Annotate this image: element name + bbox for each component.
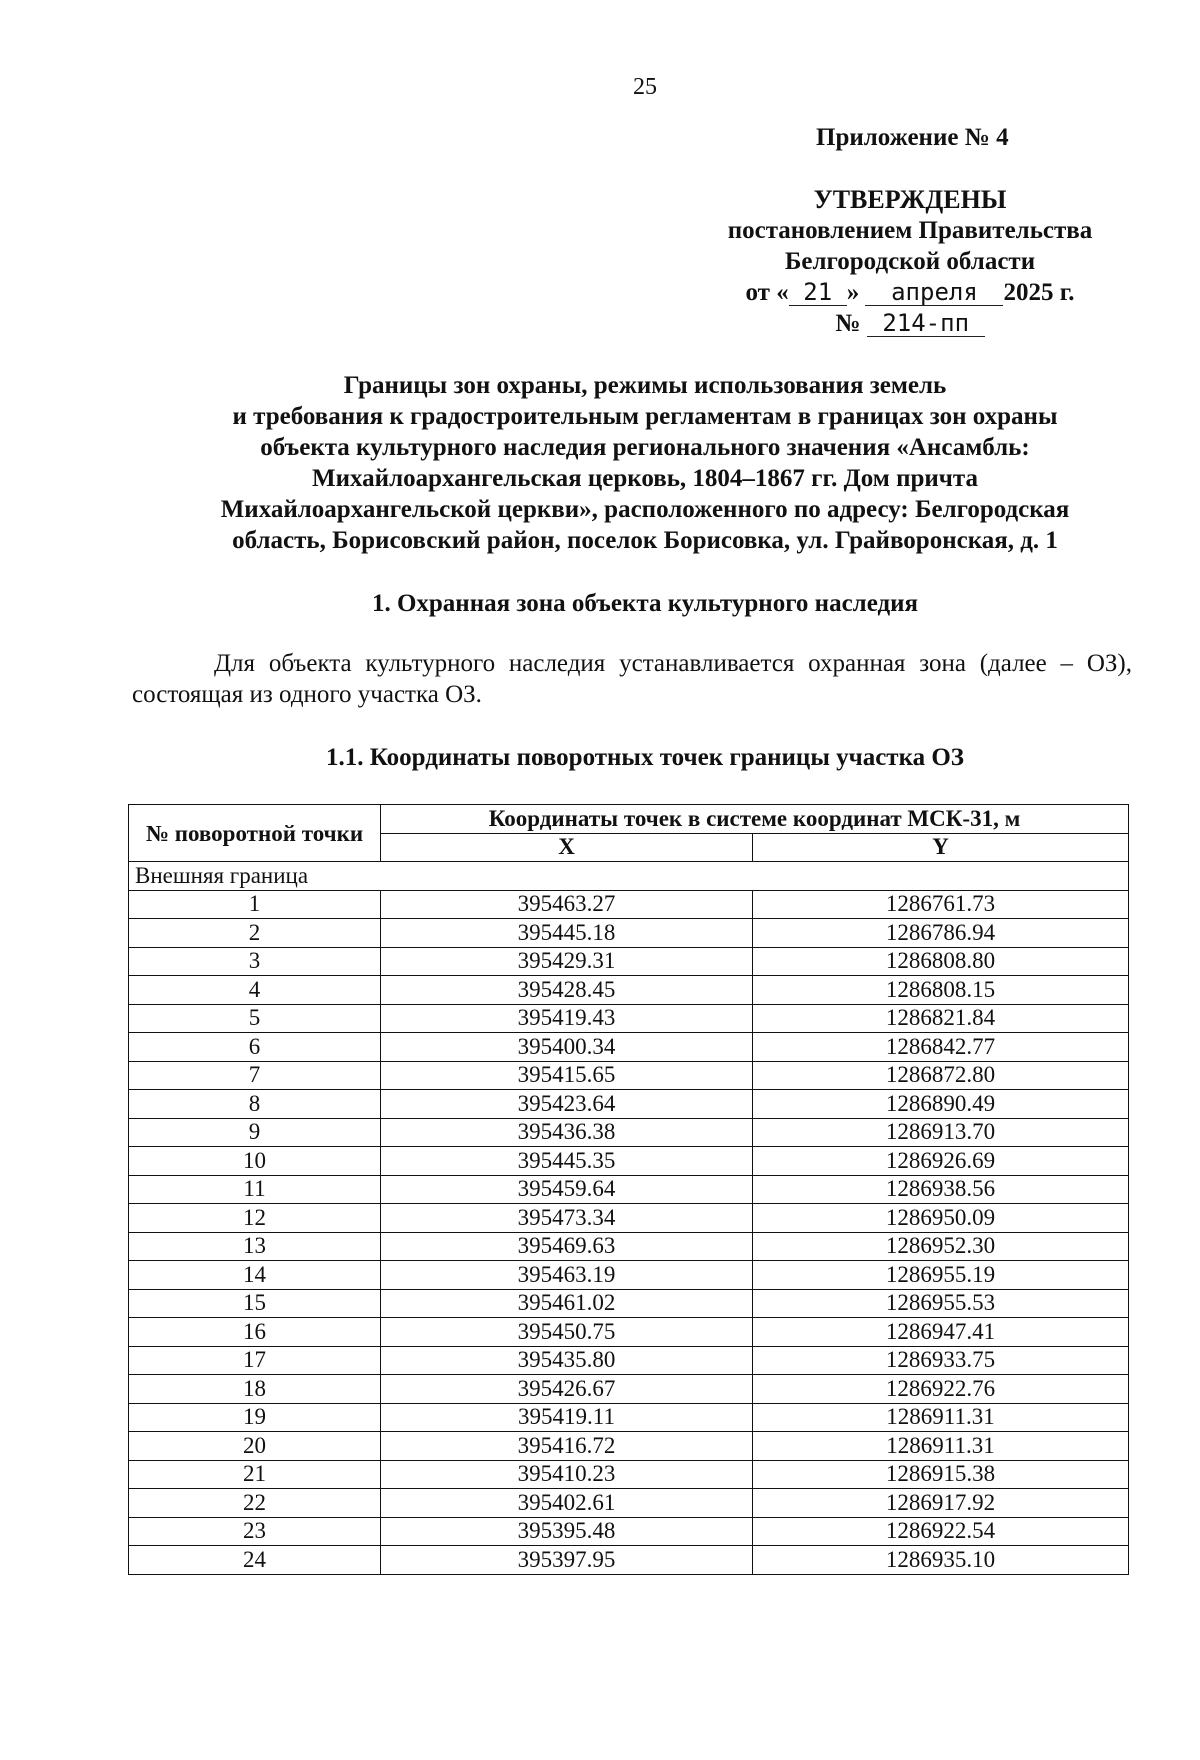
x-coordinate-cell: 395429.31 (381, 947, 753, 976)
point-number-cell: 24 (129, 1546, 381, 1575)
table-row (129, 1318, 1129, 1347)
table-row (129, 1061, 1129, 1090)
point-number-cell: 12 (129, 1204, 381, 1233)
y-coordinate-cell: 1286842.77 (753, 1033, 1129, 1062)
title-line: и требования к градостроительным регламентам в границах зон охраны (232, 403, 1058, 430)
table-row (129, 1517, 1129, 1546)
group-row (129, 862, 1129, 891)
x-coordinate-cell: 395415.65 (381, 1061, 753, 1090)
y-coordinate-cell: 1286950.09 (753, 1204, 1129, 1233)
table-row (129, 976, 1129, 1005)
table-row (129, 1118, 1129, 1147)
point-number-cell: 3 (129, 947, 381, 976)
point-number-cell: 8 (129, 1090, 381, 1119)
x-coordinate-cell: 395426.67 (381, 1375, 753, 1404)
point-number-cell: 5 (129, 1004, 381, 1033)
date-quote-close: » (846, 279, 860, 306)
y-coordinate-cell: 1286935.10 (753, 1546, 1129, 1575)
approval-line-1: постановлением Правительства (727, 217, 1093, 244)
table-row (129, 1033, 1129, 1062)
date-month: апреля (865, 279, 1003, 306)
y-coordinate-cell: 1286911.31 (753, 1432, 1129, 1461)
table-row (129, 1460, 1129, 1489)
x-coordinate-cell: 395410.23 (381, 1460, 753, 1489)
point-number-cell: 13 (129, 1232, 381, 1261)
table-body (129, 862, 1129, 1575)
point-number-cell: 19 (129, 1403, 381, 1432)
y-coordinate-cell: 1286922.76 (753, 1375, 1129, 1404)
header-x: X (381, 833, 753, 862)
point-number-cell: 2 (129, 919, 381, 948)
table-row (129, 1432, 1129, 1461)
title-line: Михайлоархангельская церковь, 1804–1867 гг. Дом причта (312, 465, 978, 492)
group-label: Внешняя граница (129, 862, 1129, 891)
table-row (129, 1232, 1129, 1261)
table-row (129, 1289, 1129, 1318)
x-coordinate-cell: 395423.64 (381, 1090, 753, 1119)
x-coordinate-cell: 395445.35 (381, 1147, 753, 1176)
x-coordinate-cell: 395419.43 (381, 1004, 753, 1033)
x-coordinate-cell: 395463.27 (381, 890, 753, 919)
y-coordinate-cell: 1286938.56 (753, 1175, 1129, 1204)
x-coordinate-cell: 395416.72 (381, 1432, 753, 1461)
point-number-cell: 1 (129, 890, 381, 919)
y-coordinate-cell: 1286821.84 (753, 1004, 1129, 1033)
y-coordinate-cell: 1286872.80 (753, 1061, 1129, 1090)
table-header-row (129, 805, 1129, 834)
point-number-cell: 15 (129, 1289, 381, 1318)
x-coordinate-cell: 395459.64 (381, 1175, 753, 1204)
x-coordinate-cell: 395419.11 (381, 1403, 753, 1432)
point-number-cell: 7 (129, 1061, 381, 1090)
y-coordinate-cell: 1286955.53 (753, 1289, 1129, 1318)
point-number-cell: 21 (129, 1460, 381, 1489)
x-coordinate-cell: 395445.18 (381, 919, 753, 948)
point-number-cell: 14 (129, 1261, 381, 1290)
x-coordinate-cell: 395400.34 (381, 1033, 753, 1062)
point-number-cell: 23 (129, 1517, 381, 1546)
y-coordinate-cell: 1286955.19 (753, 1261, 1129, 1290)
y-coordinate-cell: 1286808.80 (753, 947, 1129, 976)
y-coordinate-cell: 1286952.30 (753, 1232, 1129, 1261)
approval-line-2: Белгородской области (784, 248, 1036, 275)
y-coordinate-cell: 1286761.73 (753, 890, 1129, 919)
table-row (129, 947, 1129, 976)
section-paragraph: Для объекта культурного наследия устанавливается охранная зона (далее – ОЗ), состоящая из одного участка ОЗ. (132, 650, 1132, 708)
approval-number (700, 308, 1120, 339)
date-year: 2025 г. (1003, 279, 1075, 306)
approval-block (700, 184, 1120, 339)
document-title (130, 370, 1160, 556)
x-coordinate-cell: 395473.34 (381, 1204, 753, 1233)
table-row (129, 1546, 1129, 1575)
y-coordinate-cell: 1286947.41 (753, 1318, 1129, 1347)
table-row (129, 1375, 1129, 1404)
x-coordinate-cell: 395428.45 (381, 976, 753, 1005)
point-number-cell: 17 (129, 1346, 381, 1375)
table-row (129, 890, 1129, 919)
appendix-label: Приложение № 4 (816, 124, 1009, 151)
y-coordinate-cell: 1286915.38 (753, 1460, 1129, 1489)
date-day: 21 (789, 279, 847, 306)
point-number-cell: 22 (129, 1489, 381, 1518)
title-line: Границы зон охраны, режимы использования земель (343, 372, 947, 399)
x-coordinate-cell: 395402.61 (381, 1489, 753, 1518)
title-line: область, Борисовский район, поселок Борисовка, ул. Грайворонская, д. 1 (232, 527, 1058, 554)
point-number-cell: 20 (129, 1432, 381, 1461)
table-row (129, 1489, 1129, 1518)
header-point-number: № поворотной точки (129, 805, 381, 862)
point-number-cell: 18 (129, 1375, 381, 1404)
point-number-cell: 11 (129, 1175, 381, 1204)
y-coordinate-cell: 1286786.94 (753, 919, 1129, 948)
point-number-cell: 6 (129, 1033, 381, 1062)
point-number-cell: 9 (129, 1118, 381, 1147)
y-coordinate-cell: 1286933.75 (753, 1346, 1129, 1375)
table-row (129, 919, 1129, 948)
y-coordinate-cell: 1286922.54 (753, 1517, 1129, 1546)
x-coordinate-cell: 395461.02 (381, 1289, 753, 1318)
y-coordinate-cell: 1286911.31 (753, 1403, 1129, 1432)
table-row (129, 1090, 1129, 1119)
x-coordinate-cell: 395395.48 (381, 1517, 753, 1546)
table-row (129, 1403, 1129, 1432)
x-coordinate-cell: 395450.75 (381, 1318, 753, 1347)
subsection-heading: 1.1. Координаты поворотных точек границы участка ОЗ (326, 744, 964, 771)
x-coordinate-cell: 395397.95 (381, 1546, 753, 1575)
y-coordinate-cell: 1286926.69 (753, 1147, 1129, 1176)
table-row (129, 1004, 1129, 1033)
page-number: 25 (633, 74, 657, 100)
x-coordinate-cell: 395469.63 (381, 1232, 753, 1261)
point-number-cell: 4 (129, 976, 381, 1005)
number-prefix: № (835, 310, 861, 337)
table-row (129, 1204, 1129, 1233)
x-coordinate-cell: 395435.80 (381, 1346, 753, 1375)
coordinates-table (128, 804, 1129, 1575)
approval-date (700, 277, 1120, 308)
section-heading: 1. Охранная зона объекта культурного наследия (371, 590, 919, 617)
y-coordinate-cell: 1286890.49 (753, 1090, 1129, 1119)
x-coordinate-cell: 395436.38 (381, 1118, 753, 1147)
x-coordinate-cell: 395463.19 (381, 1261, 753, 1290)
document-number: 214-пп (867, 310, 985, 337)
table-row (129, 1147, 1129, 1176)
table-row (129, 1346, 1129, 1375)
y-coordinate-cell: 1286917.92 (753, 1489, 1129, 1518)
date-prefix: от « (745, 279, 789, 306)
point-number-cell: 16 (129, 1318, 381, 1347)
header-y: Y (753, 833, 1129, 862)
point-number-cell: 10 (129, 1147, 381, 1176)
table-row (129, 1175, 1129, 1204)
approval-title: УТВЕРЖДЕНЫ (813, 185, 1007, 214)
y-coordinate-cell: 1286913.70 (753, 1118, 1129, 1147)
title-line: объекта культурного наследия регионального значения «Ансамбль: (260, 434, 1030, 461)
y-coordinate-cell: 1286808.15 (753, 976, 1129, 1005)
header-coordinates: Координаты точек в системе координат МСК-31, м (381, 805, 1129, 834)
title-line: Михайлоархангельской церкви», расположенного по адресу: Белгородская (220, 496, 1070, 523)
table-row (129, 1261, 1129, 1290)
